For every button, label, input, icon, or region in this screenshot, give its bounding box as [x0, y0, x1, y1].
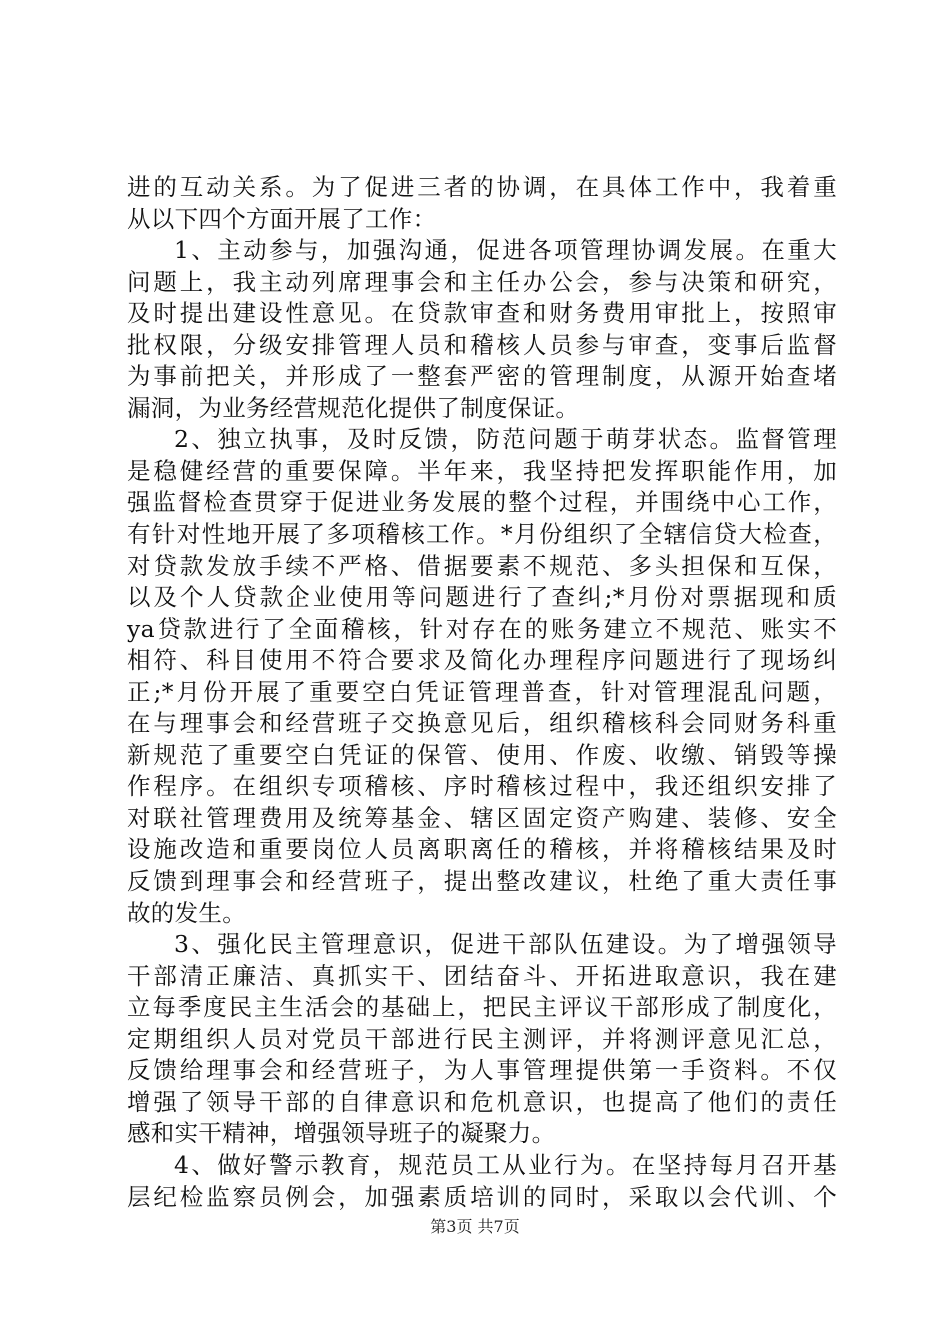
text-line: 对联社管理费用及统筹基金、辖区固定资产购建、装修、安全	[127, 803, 837, 832]
text-line: 以及个人贷款企业使用等问题进行了查纠;*月份对票据现和质	[127, 583, 837, 612]
text-line: 为事前把关，并形成了一整套严密的管理制度，从源开始查堵	[127, 362, 837, 391]
text-line: 漏洞，为业务经营规范化提供了制度保证。	[127, 393, 580, 422]
text-line: 设施改造和重要岗位人员离职离任的稽核，并将稽核结果及时	[127, 835, 837, 864]
text-line: 感和实干精神，增强领导班子的凝聚力。	[127, 1119, 556, 1148]
text-line: 反馈给理事会和经营班子，为人事管理提供第一手资料。不仅	[127, 1056, 837, 1085]
text-line: 进的互动关系。为了促进三者的协调，在具体工作中，我着重	[127, 173, 837, 201]
text-line: 相符、科目使用不符合要求及简化办理程序问题进行了现场纠	[127, 646, 837, 675]
page-number-footer: 第3页 共7页	[430, 1217, 520, 1236]
document-body	[127, 172, 837, 1213]
text-line: 新规范了重要空白凭证的保管、使用、作废、收缴、销毁等操	[127, 740, 837, 769]
text-line: 定期组织人员对党员干部进行民主测评，并将测评意见汇总，	[127, 1024, 837, 1053]
text-line: 故的发生。	[127, 898, 246, 927]
text-line: 层纪检监察员例会，加强素质培训的同时，采取以会代训、个	[127, 1182, 837, 1211]
text-line: 批权限，分级安排管理人员和稽核人员参与审查，变事后监督	[127, 330, 837, 359]
text-line: 是稳健经营的重要保障。半年来，我坚持把发挥职能作用，加	[127, 456, 837, 485]
text-line: 立每季度民主生活会的基础上，把民主评议干部形成了制度化，	[127, 993, 837, 1022]
text-line: 4、做好警示教育，规范员工从业行为。在坚持每月召开基	[174, 1150, 837, 1179]
text-line: 问题上，我主动列席理事会和主任办公会，参与决策和研究，	[127, 267, 837, 296]
text-line: 3、强化民主管理意识，促进干部队伍建设。为了增强领导	[174, 930, 837, 959]
text-line: 2、独立执事，及时反馈，防范问题于萌芽状态。监督管理	[174, 425, 837, 454]
text-line: 有针对性地开展了多项稽核工作。*月份组织了全辖信贷大检查，	[127, 520, 837, 549]
text-line: 干部清正廉洁、真抓实干、团结奋斗、开拓进取意识，我在建	[127, 961, 837, 990]
text-line: 从以下四个方面开展了工作：	[127, 204, 437, 233]
text-line: 作程序。在组织专项稽核、序时稽核过程中，我还组织安排了	[127, 772, 837, 801]
text-line: 反馈到理事会和经营班子，提出整改建议，杜绝了重大责任事	[127, 867, 837, 896]
text-line: 强监督检查贯穿于促进业务发展的整个过程，并围绕中心工作，	[127, 488, 837, 517]
text-line: 正;*月份开展了重要空白凭证管理普查，针对管理混乱问题，	[127, 677, 837, 706]
text-line: 对贷款发放手续不严格、借据要素不规范、多头担保和互保，	[127, 551, 837, 580]
text-line: 及时提出建设性意见。在贷款审查和财务费用审批上，按照审	[127, 299, 837, 328]
text-line: 在与理事会和经营班子交换意见后，组织稽核科会同财务科重	[127, 709, 837, 738]
text-line: 增强了领导干部的自律意识和危机意识，也提高了他们的责任	[127, 1087, 837, 1116]
text-line: 1、主动参与，加强沟通，促进各项管理协调发展。在重大	[174, 236, 837, 265]
text-line: ya贷款进行了全面稽核，针对存在的账务建立不规范、账实不	[127, 614, 837, 643]
